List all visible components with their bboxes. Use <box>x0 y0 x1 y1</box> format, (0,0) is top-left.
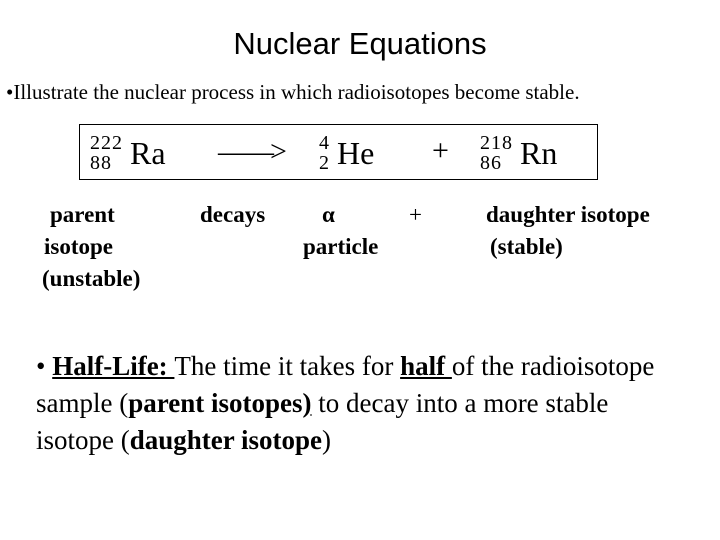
radium-symbol: Ra <box>130 135 166 171</box>
close-paren: ) <box>302 388 312 418</box>
radon-symbol: Rn <box>520 135 558 171</box>
radium-mass-number: 222 <box>90 132 123 154</box>
parent-isotopes-term: parent isotopes <box>128 388 303 418</box>
helium-mass-number: 4 <box>319 132 329 154</box>
intro-text: Illustrate the nuclear process in which radioisotopes become stable. <box>13 80 580 104</box>
intro-bullet <box>6 80 718 105</box>
equation-box <box>79 124 598 180</box>
radon-mass-number: 218 <box>480 132 513 154</box>
parent-label-line2: isotope <box>44 234 113 259</box>
half-life-text-3: to decay into a more stable isotope ( <box>36 388 609 455</box>
helium-atomic-number: 2 <box>319 152 329 174</box>
labels-plus: + <box>409 202 422 227</box>
daughter-isotope-term: daughter isotope <box>129 425 323 455</box>
half-life-bullet <box>36 348 686 459</box>
half-life-text-1: The time it takes for <box>174 351 401 381</box>
decays-label: decays <box>200 202 266 227</box>
helium-symbol: He <box>337 135 375 171</box>
nuclear-equation <box>80 125 596 178</box>
half-life-text-2: of the radioisotope sample ( <box>36 351 655 418</box>
alpha-label-line2: particle <box>303 234 379 259</box>
half-life-bullet-symbol: • <box>36 351 46 381</box>
reaction-arrow: ——> <box>218 135 283 168</box>
bullet-symbol: • <box>6 80 14 104</box>
parent-label-line1: parent <box>50 202 115 227</box>
parent-label-line3: (unstable) <box>42 266 141 291</box>
daughter-label-line1: daughter isotope <box>486 202 650 227</box>
radon-atomic-number: 86 <box>480 152 502 174</box>
equation-plus: + <box>432 134 449 167</box>
daughter-label-line2: (stable) <box>490 234 563 259</box>
radium-atomic-number: 88 <box>90 152 112 174</box>
alpha-label-line1: α <box>322 202 335 227</box>
half-life-term: Half-Life: <box>52 351 175 381</box>
half-word: half <box>400 351 452 381</box>
slide-title: Nuclear Equations <box>233 26 487 61</box>
half-life-end: ) <box>322 425 332 455</box>
